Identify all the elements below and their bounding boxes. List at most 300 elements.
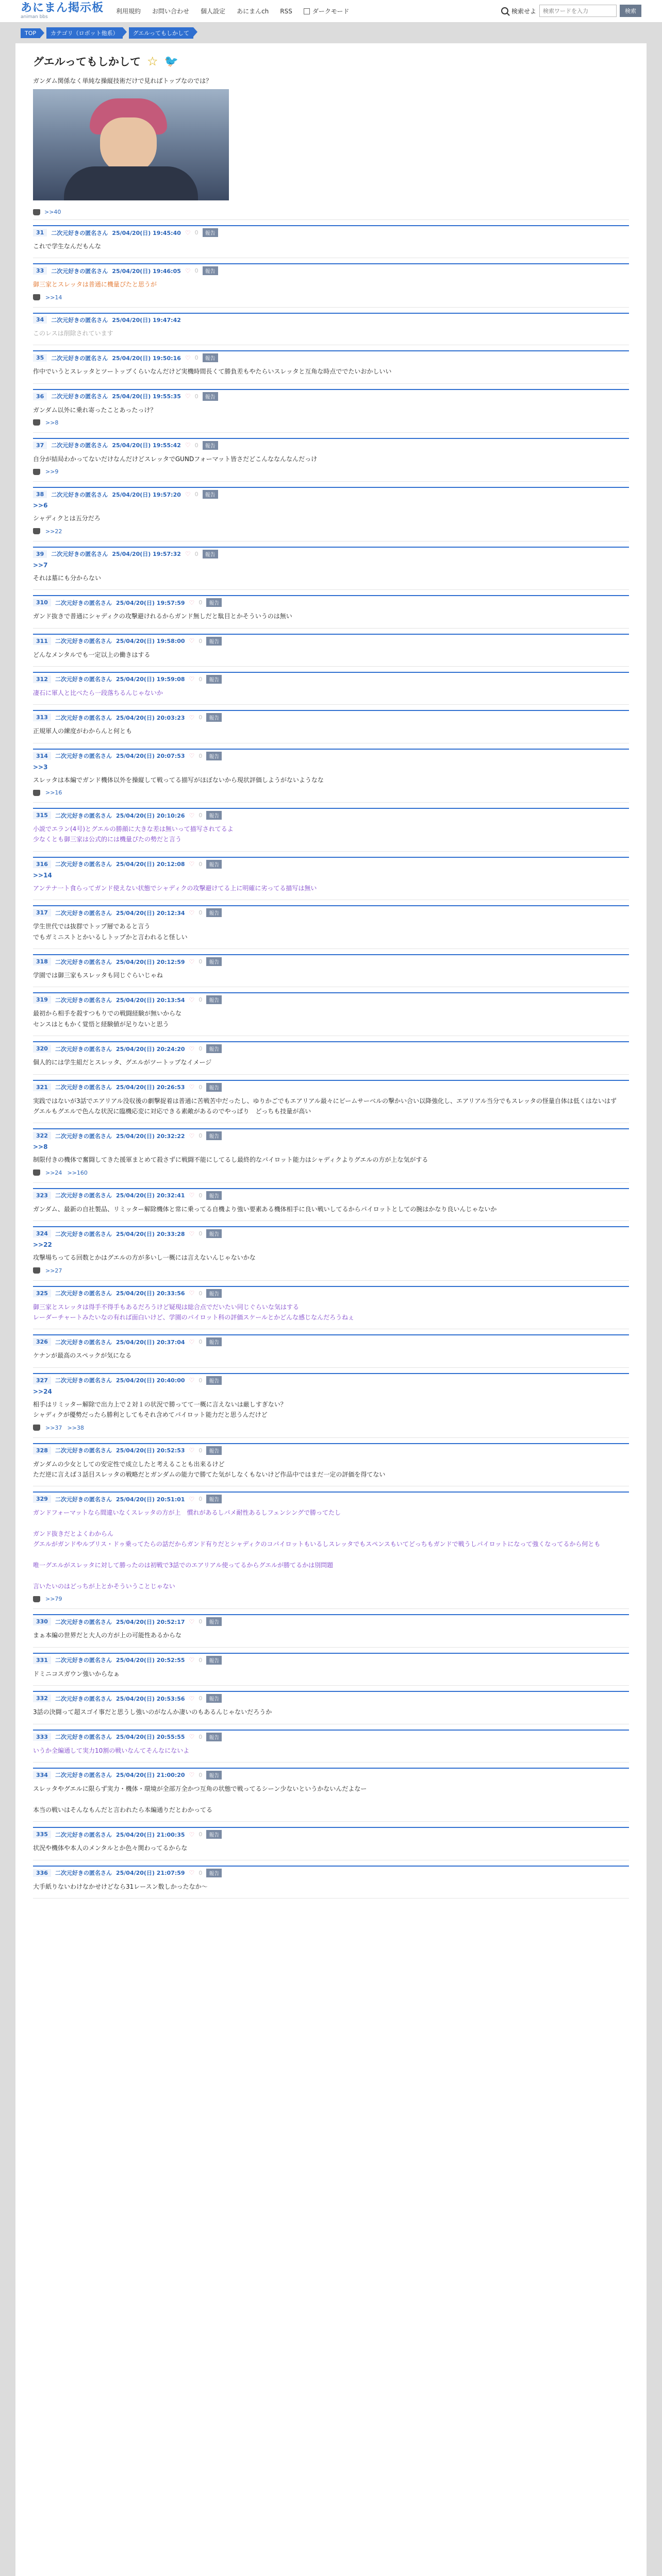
- heart-icon[interactable]: ♡: [185, 490, 191, 498]
- like-icon[interactable]: [33, 790, 40, 796]
- post-body: ドミニコスガウン強いからなぁ: [33, 1670, 120, 1677]
- post-timestamp: 25/04/20(日) 20:37:04: [115, 1338, 185, 1346]
- post-body: 実践ではないが3話でエアリアル没収後の劇撃捉着は普通に苦戦苦中だったし、ゆりかごでもエアリアル最々にビームサーベルの撃かい合い以降強化し、エアリアル当分でもスレッタの怪量自体は低くはないはず グエルもグエルで色んな状況に臨機応変に対応できる素敵があるのでやっぱり どっちも技量が高い: [33, 1097, 617, 1115]
- report-button[interactable]: 報告: [203, 550, 218, 558]
- post-header: [33, 350, 629, 362]
- post-body: 小説でエラン(4号)とグエルの勝顔に大きな差は無いって描写されてるよ 少なくとも御三家は公式的には機量ぴたの勢だと言う: [33, 825, 234, 843]
- report-button[interactable]: 報告: [206, 598, 222, 607]
- like-count: 0: [198, 1192, 203, 1199]
- post: [33, 900, 629, 949]
- post-header: [33, 1188, 629, 1200]
- post-number[interactable]: 327: [33, 1377, 51, 1384]
- report-button[interactable]: 報告: [206, 1446, 222, 1455]
- post-timestamp: 25/04/20(日) 20:52:55: [115, 1657, 185, 1664]
- post-number[interactable]: 35: [33, 354, 47, 362]
- heart-icon[interactable]: ♡: [189, 811, 195, 819]
- reply-anchor-link[interactable]: >>3: [33, 763, 48, 771]
- report-button[interactable]: 報告: [206, 1830, 222, 1839]
- post-replies: [33, 789, 629, 796]
- post-header: [33, 1653, 629, 1665]
- heart-icon[interactable]: ♡: [189, 1192, 195, 1199]
- post-number[interactable]: 33: [33, 267, 47, 275]
- report-button[interactable]: 報告: [206, 860, 222, 869]
- post: [33, 743, 629, 803]
- heart-icon[interactable]: ♡: [189, 1656, 195, 1664]
- post-author: 二次元好きの匿名さん: [51, 229, 108, 236]
- post-body: ガンド抜きで普通にシャディクの攻撃避けれるからガンド無しだと駄目とかそういうのは無い: [33, 613, 292, 620]
- heart-icon[interactable]: ♡: [189, 1132, 195, 1140]
- post-number[interactable]: 334: [33, 1771, 51, 1779]
- post-number[interactable]: 335: [33, 1831, 51, 1838]
- post-body: スレッタは本編でガンド機体以外を操縦して戦ってる描写がほぼないから現状評価しようがないようなな: [33, 776, 324, 784]
- post-author: 二次元好きの匿名さん: [55, 958, 112, 965]
- post: [33, 1860, 629, 1899]
- report-button[interactable]: 報告: [206, 1083, 222, 1092]
- dark-mode-toggle[interactable]: [304, 7, 350, 15]
- like-count: 0: [198, 1083, 203, 1091]
- post: [33, 1686, 629, 1724]
- reply-anchor-link[interactable]: >>24: [33, 1387, 52, 1395]
- report-button[interactable]: 報告: [206, 1131, 222, 1140]
- post-timestamp: 25/04/20(日) 20:32:22: [115, 1132, 185, 1140]
- like-count: 0: [198, 812, 203, 819]
- like-count: 0: [194, 550, 198, 557]
- heart-icon[interactable]: ♡: [189, 675, 195, 683]
- like-count: 0: [198, 1338, 203, 1346]
- report-button[interactable]: 報告: [206, 1617, 222, 1626]
- report-button[interactable]: 報告: [203, 490, 218, 499]
- post-body: ガンダムの少女としての安定性で成立したと考えることも出来るけど ただ逆に言えば３話目スレッタの戦略だとガンダムの能力で勝てた気がしなくもないけど作品中ではまだ一定の評価を得てない: [33, 1460, 386, 1478]
- heart-icon[interactable]: ♡: [189, 1290, 195, 1297]
- post-author: 二次元好きの匿名さん: [55, 1831, 112, 1838]
- post-body: 制限付きの機体で奮闘してきた援軍まとめて殺さずに戦闘不能にしてるし最終的なパイロット能力はシャディクよりグエルの方が上な気がする: [33, 1156, 428, 1164]
- post-body: それは墓にも分からない: [33, 574, 102, 582]
- post: [33, 1648, 629, 1686]
- post-number[interactable]: 316: [33, 860, 51, 868]
- post-number[interactable]: 314: [33, 752, 51, 760]
- report-button[interactable]: 報告: [203, 441, 218, 450]
- post-header: [33, 1827, 629, 1839]
- post-header: [33, 672, 629, 684]
- first-post-reply-link[interactable]: >>40: [44, 209, 61, 215]
- like-count: 0: [198, 860, 203, 868]
- like-count: 0: [198, 1695, 203, 1702]
- report-button[interactable]: 報告: [206, 1337, 222, 1346]
- post-timestamp: 25/04/20(日) 20:53:56: [115, 1695, 185, 1702]
- post-body: 相手はリミッター解除で出力上で２対１の状況で勝ってて一概に言えないは厳しすぎない？ シャディクが優勢だったら勝利としてもそれ含めてパイロット能力だと思うんだけど: [33, 1400, 287, 1419]
- post-header: [33, 1492, 629, 1503]
- post-body: 正規軍人の練度がわからんと何とも: [33, 727, 133, 735]
- character-coat: [64, 166, 198, 200]
- post-author: 二次元好きの匿名さん: [51, 354, 108, 362]
- breadcrumb-category[interactable]: カテゴリ（ロボット他系）: [46, 27, 123, 39]
- like-count: 0: [198, 675, 203, 683]
- heart-icon[interactable]: ♡: [189, 1771, 195, 1779]
- post: [33, 1123, 629, 1182]
- report-button[interactable]: 報告: [206, 1376, 222, 1385]
- post-timestamp: 25/04/20(日) 20:52:17: [115, 1618, 185, 1625]
- post-header: [33, 992, 629, 1004]
- post-author: 二次元好きの匿名さん: [55, 1447, 112, 1454]
- post-number[interactable]: 336: [33, 1869, 51, 1877]
- post-body: 凄石に軍人と比べたら一段落ちるんじゃないか: [33, 689, 163, 697]
- post-timestamp: 25/04/20(日) 20:24:20: [115, 1045, 185, 1053]
- post-number[interactable]: 326: [33, 1338, 51, 1346]
- reply-anchor-link[interactable]: >>8: [33, 1143, 48, 1151]
- post-author: 二次元好きの匿名さん: [55, 1230, 112, 1238]
- post-body: ケナンが最高のスペックが気になる: [33, 1352, 132, 1360]
- report-button[interactable]: 報告: [206, 957, 222, 966]
- post-timestamp: 25/04/20(日) 20:07:53: [115, 753, 185, 760]
- thread-title-row: [33, 54, 629, 69]
- heart-icon[interactable]: ♡: [189, 958, 195, 965]
- post-number[interactable]: 38: [33, 490, 47, 498]
- post-replies: [33, 528, 629, 535]
- breadcrumb-top[interactable]: TOP: [21, 28, 40, 38]
- report-button[interactable]: 報告: [206, 908, 222, 917]
- like-count: 0: [198, 958, 203, 965]
- post-timestamp: 25/04/20(日) 20:55:55: [115, 1734, 185, 1741]
- reply-link[interactable]: >>16: [45, 789, 62, 796]
- post-author: 二次元好きの匿名さん: [55, 1870, 112, 1877]
- post-body: 作中でいうとスレッタとツートップくらいなんだけど実機時間長くて勝負差もやたらいスレッタと互角な時点ででたいおかしいい: [33, 368, 392, 376]
- reply-link[interactable]: >>37: [45, 1424, 62, 1431]
- post-number[interactable]: 330: [33, 1618, 51, 1625]
- heart-icon[interactable]: ♡: [185, 229, 191, 236]
- post-body: 状況や機体や本人のメンタルとか色々関わってるからな: [33, 1844, 188, 1852]
- post-number[interactable]: 37: [33, 442, 47, 449]
- search-icon: [501, 7, 508, 14]
- report-button[interactable]: 報告: [203, 228, 218, 237]
- post-author: 二次元好きの匿名さん: [55, 599, 112, 606]
- post-author: 二次元好きの匿名さん: [55, 1734, 112, 1741]
- report-button[interactable]: 報告: [206, 1733, 222, 1741]
- post-number[interactable]: 317: [33, 909, 51, 917]
- post: [33, 852, 629, 900]
- like-count: 0: [194, 354, 198, 362]
- reply-link[interactable]: >>22: [45, 528, 62, 535]
- post-number[interactable]: 329: [33, 1495, 51, 1503]
- post: [33, 541, 629, 590]
- nav-contact[interactable]: お問い合わせ: [152, 8, 190, 15]
- report-button[interactable]: 報告: [206, 1044, 222, 1053]
- post-header: [33, 1286, 629, 1298]
- post-number[interactable]: 315: [33, 811, 51, 819]
- post-replies: [33, 294, 629, 301]
- nav-rss[interactable]: RSS: [280, 7, 292, 15]
- like-icon[interactable]: [33, 469, 40, 475]
- post-number[interactable]: 325: [33, 1290, 51, 1297]
- post-replies: [33, 1596, 629, 1602]
- post-timestamp: 25/04/20(日) 20:12:34: [115, 909, 185, 917]
- post-author: 二次元好きの匿名さん: [55, 676, 112, 683]
- post-author: 二次元好きの匿名さん: [55, 1377, 112, 1384]
- post-timestamp: 25/04/20(日) 19:47:42: [112, 316, 181, 324]
- report-button[interactable]: 報告: [206, 752, 222, 760]
- heart-icon[interactable]: ♡: [189, 1045, 195, 1053]
- like-count: 0: [198, 1045, 203, 1053]
- heart-icon[interactable]: ♡: [189, 1377, 195, 1384]
- heart-icon[interactable]: ♡: [189, 714, 195, 721]
- post-number[interactable]: 319: [33, 996, 51, 1004]
- post-author: 二次元好きの匿名さん: [55, 1192, 112, 1199]
- reply-anchor-link[interactable]: >>7: [33, 561, 48, 569]
- post-timestamp: 25/04/20(日) 19:55:35: [112, 393, 181, 400]
- reply-link[interactable]: >>27: [45, 1267, 62, 1274]
- heart-icon[interactable]: ♡: [189, 1495, 195, 1503]
- reply-link[interactable]: >>160: [67, 1169, 88, 1176]
- like-icon[interactable]: [33, 209, 40, 215]
- post: [33, 1822, 629, 1860]
- post: [33, 1221, 629, 1280]
- heart-icon[interactable]: ♡: [185, 393, 191, 400]
- post-number[interactable]: 324: [33, 1230, 51, 1238]
- breadcrumb-thread[interactable]: グエルってもしかして: [129, 27, 193, 39]
- post-replies: [33, 1170, 629, 1176]
- heart-icon[interactable]: ♡: [189, 1447, 195, 1454]
- like-icon[interactable]: [33, 528, 40, 534]
- post-body: これで学生なんだもんな: [33, 243, 102, 250]
- post-number[interactable]: 333: [33, 1733, 51, 1741]
- post-number[interactable]: 332: [33, 1694, 51, 1702]
- report-button[interactable]: 報告: [206, 1229, 222, 1238]
- post-header: [33, 313, 629, 324]
- reply-anchor-link[interactable]: >>22: [33, 1241, 52, 1249]
- report-button[interactable]: 報告: [206, 1771, 222, 1780]
- report-button[interactable]: 報告: [206, 1656, 222, 1665]
- header: [0, 0, 662, 23]
- like-count: 0: [194, 267, 198, 275]
- report-button[interactable]: 報告: [203, 392, 218, 401]
- heart-icon[interactable]: ♡: [189, 1083, 195, 1091]
- heart-icon[interactable]: ♡: [189, 909, 195, 917]
- post-timestamp: 25/04/20(日) 20:13:54: [115, 996, 185, 1004]
- search-button[interactable]: 検索: [620, 5, 641, 17]
- post-author: 二次元好きの匿名さん: [55, 714, 112, 721]
- post-number[interactable]: 323: [33, 1192, 51, 1199]
- reply-anchor-link[interactable]: >>14: [33, 871, 52, 879]
- twitter-share-icon[interactable]: 🐦: [164, 55, 178, 68]
- post: [33, 258, 629, 307]
- like-icon[interactable]: [33, 1425, 40, 1431]
- report-button[interactable]: 報告: [206, 1869, 222, 1877]
- post-body: ガンドフォーマットなら間違いなくスレッタの方が上 慣れがあるしパメ耐性あるしフェンシングで勝ってたし ガンド抜きだとよくわからん グエルがガンドやルブリス・ドゥ乗ってたらの話だからガンド有りだとシャディクのコパイロットもいるしスレッタでもスペンスもいてどっちもガンドで戦うしパイロットになって強くなってるから何とも 唯一グエルがスレッタに対して勝ったのは初戦で3話でのエアリアル使ってるからグエルが勝てるかは別問題 言いたいのはどっちが上とかそういうことじゃない: [33, 1509, 601, 1590]
- reply-link[interactable]: >>38: [67, 1424, 84, 1431]
- post-timestamp: 25/04/20(日) 19:58:00: [115, 638, 185, 645]
- post-number[interactable]: 34: [33, 316, 47, 324]
- post-author: 二次元好きの匿名さん: [55, 1045, 112, 1053]
- character-face: [100, 117, 157, 174]
- post-header: [33, 857, 629, 869]
- site-title: あにまん掲示板: [21, 2, 104, 14]
- post-timestamp: 25/04/20(日) 19:45:40: [112, 229, 181, 236]
- post: [33, 220, 629, 258]
- reply-link[interactable]: >>79: [45, 1596, 62, 1603]
- heart-icon[interactable]: ♡: [189, 860, 195, 868]
- heart-icon[interactable]: ♡: [189, 1869, 195, 1877]
- like-count: 0: [194, 393, 198, 400]
- post-header: [33, 1691, 629, 1703]
- post: [33, 987, 629, 1036]
- like-count: 0: [198, 1869, 203, 1876]
- heart-icon[interactable]: ♡: [189, 1230, 195, 1238]
- post-body: 最初から相手を殺すつもりでの戦闘経験が無いからな センスはともかく覚悟と経験値が足りないと思う: [33, 1010, 182, 1028]
- post-author: 二次元好きの匿名さん: [55, 1084, 112, 1091]
- post-author: 二次元好きの匿名さん: [51, 491, 108, 498]
- post-author: 二次元好きの匿名さん: [51, 316, 108, 324]
- post-number[interactable]: 322: [33, 1132, 51, 1140]
- post-timestamp: 25/04/20(日) 21:00:20: [115, 1772, 185, 1779]
- like-count: 0: [198, 1831, 203, 1838]
- post-replies: [33, 468, 629, 475]
- report-button[interactable]: 報告: [203, 266, 218, 275]
- post-header: [33, 710, 629, 722]
- like-count: 0: [198, 637, 203, 645]
- reply-link[interactable]: >>14: [45, 294, 62, 301]
- post-header: [33, 595, 629, 607]
- post-body: まぁ本編の世界だと大人の方が上の可能性あるからな: [33, 1632, 182, 1639]
- post: [33, 803, 629, 852]
- reply-link[interactable]: >>24: [45, 1169, 62, 1176]
- heart-icon[interactable]: ♡: [189, 1694, 195, 1702]
- like-icon[interactable]: [33, 419, 40, 426]
- report-button[interactable]: 報告: [203, 353, 218, 362]
- report-button[interactable]: 報告: [206, 811, 222, 820]
- report-button[interactable]: 報告: [206, 995, 222, 1004]
- post-number[interactable]: 31: [33, 229, 47, 236]
- post-timestamp: 25/04/20(日) 20:26:53: [115, 1084, 185, 1091]
- post: [33, 1281, 629, 1330]
- post: [33, 1486, 629, 1609]
- like-count: 0: [198, 1771, 203, 1778]
- heart-icon[interactable]: ♡: [189, 1618, 195, 1625]
- post-author: 二次元好きの匿名さん: [55, 1618, 112, 1625]
- like-count: 0: [198, 1132, 203, 1140]
- heart-icon[interactable]: ♡: [189, 1831, 195, 1838]
- post-author: 二次元好きの匿名さん: [55, 1772, 112, 1779]
- post-author: 二次元好きの匿名さん: [55, 909, 112, 917]
- reply-link[interactable]: >>9: [45, 468, 59, 476]
- post-body: 3話の決闘って超スゴイ事だと思うし強いのがなんか凄いのもあるんじゃないだろうか: [33, 1708, 272, 1716]
- like-count: 0: [198, 599, 203, 606]
- post-body: ガンダム以外に乗れ寄ったことあったっけ？: [33, 406, 157, 414]
- post-number[interactable]: 36: [33, 393, 47, 400]
- heart-icon[interactable]: ♡: [185, 442, 191, 449]
- post-timestamp: 25/04/20(日) 19:59:08: [115, 676, 185, 683]
- like-icon[interactable]: [33, 1170, 40, 1176]
- post-number[interactable]: 312: [33, 675, 51, 683]
- post-body: 学園では御三家もスレッタも同じぐらいじゃね: [33, 972, 163, 979]
- post: [33, 1075, 629, 1124]
- report-button[interactable]: 報告: [206, 1289, 222, 1298]
- post: [33, 590, 629, 628]
- heart-icon[interactable]: ♡: [189, 1733, 195, 1741]
- like-icon[interactable]: [33, 294, 40, 300]
- post-body: 攻撃場ちってる回数とかはグエルの方が多いし一概には言えないんじゃないかな: [33, 1254, 256, 1262]
- reply-anchor-link[interactable]: >>6: [33, 502, 48, 510]
- post: [33, 1036, 629, 1074]
- post-author: 二次元好きの匿名さん: [55, 753, 112, 760]
- post-number[interactable]: 321: [33, 1083, 51, 1091]
- post-list: [33, 220, 629, 1899]
- post-author: 二次元好きの匿名さん: [51, 551, 108, 558]
- heart-icon[interactable]: ♡: [189, 752, 195, 760]
- post-header: [33, 487, 629, 499]
- post: [33, 433, 629, 482]
- post-header: [33, 1334, 629, 1346]
- nav-settings[interactable]: 個人設定: [201, 8, 226, 15]
- first-post-image[interactable]: [33, 89, 229, 200]
- heart-icon[interactable]: ♡: [189, 1338, 195, 1346]
- like-count: 0: [194, 442, 198, 449]
- post-author: 二次元好きの匿名さん: [51, 442, 108, 449]
- report-button[interactable]: 報告: [206, 713, 222, 722]
- nav-animanch[interactable]: あにまんch: [237, 8, 269, 15]
- post-timestamp: 25/04/20(日) 21:00:35: [115, 1831, 185, 1838]
- heart-icon[interactable]: ♡: [185, 267, 191, 275]
- search-input[interactable]: [539, 5, 617, 17]
- post-timestamp: 25/04/20(日) 20:51:01: [115, 1496, 185, 1503]
- post-header: [33, 263, 629, 275]
- post-number[interactable]: 313: [33, 714, 51, 721]
- report-button[interactable]: 報告: [206, 1495, 222, 1503]
- post-header: [33, 1373, 629, 1385]
- heart-icon[interactable]: ♡: [185, 550, 191, 558]
- like-icon[interactable]: [33, 1596, 40, 1602]
- post-number[interactable]: 331: [33, 1656, 51, 1664]
- post-timestamp: 25/04/20(日) 20:12:08: [115, 861, 185, 868]
- post-number[interactable]: 39: [33, 550, 47, 558]
- post-body: いうか全編通して実力10割の戦いなんてそんなにないよ: [33, 1747, 190, 1754]
- post-number[interactable]: 320: [33, 1045, 51, 1053]
- like-icon[interactable]: [33, 1267, 40, 1274]
- post-header: [33, 634, 629, 646]
- site-subtitle: animan bbs: [21, 14, 48, 20]
- post: [33, 629, 629, 667]
- post-timestamp: 25/04/20(日) 20:32:41: [115, 1192, 185, 1199]
- post-body: 個人的には学生組だとスレッタ、グエルがツートップなイメージ: [33, 1059, 212, 1066]
- checkbox-icon[interactable]: [304, 8, 310, 14]
- post-timestamp: 25/04/20(日) 20:33:56: [115, 1290, 185, 1297]
- star-icon[interactable]: ☆: [146, 54, 158, 69]
- nav-terms[interactable]: 利用規約: [116, 8, 141, 15]
- post-timestamp: 25/04/20(日) 19:46:05: [112, 267, 181, 275]
- heart-icon[interactable]: ♡: [189, 637, 195, 645]
- post-number[interactable]: 311: [33, 637, 51, 645]
- post-body: 学生世代では抜群でトップ層であると言う でもガミニストとかいるしトップかと言われると怪しい: [33, 923, 188, 941]
- post-author: 二次元好きの匿名さん: [55, 1657, 112, 1664]
- post-author: 二次元好きの匿名さん: [55, 1338, 112, 1346]
- post: [33, 1762, 629, 1822]
- like-count: 0: [198, 714, 203, 721]
- post-number[interactable]: 328: [33, 1447, 51, 1454]
- site-logo[interactable]: [21, 3, 104, 20]
- report-button[interactable]: 報告: [206, 637, 222, 646]
- post-timestamp: 25/04/20(日) 19:57:20: [112, 491, 181, 498]
- post-timestamp: 25/04/20(日) 20:33:28: [115, 1230, 185, 1238]
- report-button[interactable]: 報告: [206, 1191, 222, 1200]
- report-button[interactable]: 報告: [206, 1694, 222, 1703]
- post-number[interactable]: 310: [33, 599, 51, 606]
- page-title: グエルってもしかして: [33, 56, 141, 68]
- heart-icon[interactable]: ♡: [189, 996, 195, 1004]
- post-replies: [33, 1267, 629, 1274]
- post-number[interactable]: 318: [33, 958, 51, 965]
- reply-link[interactable]: >>8: [45, 419, 59, 426]
- report-button[interactable]: 報告: [206, 675, 222, 684]
- heart-icon[interactable]: ♡: [189, 599, 195, 606]
- heart-icon[interactable]: ♡: [185, 354, 191, 362]
